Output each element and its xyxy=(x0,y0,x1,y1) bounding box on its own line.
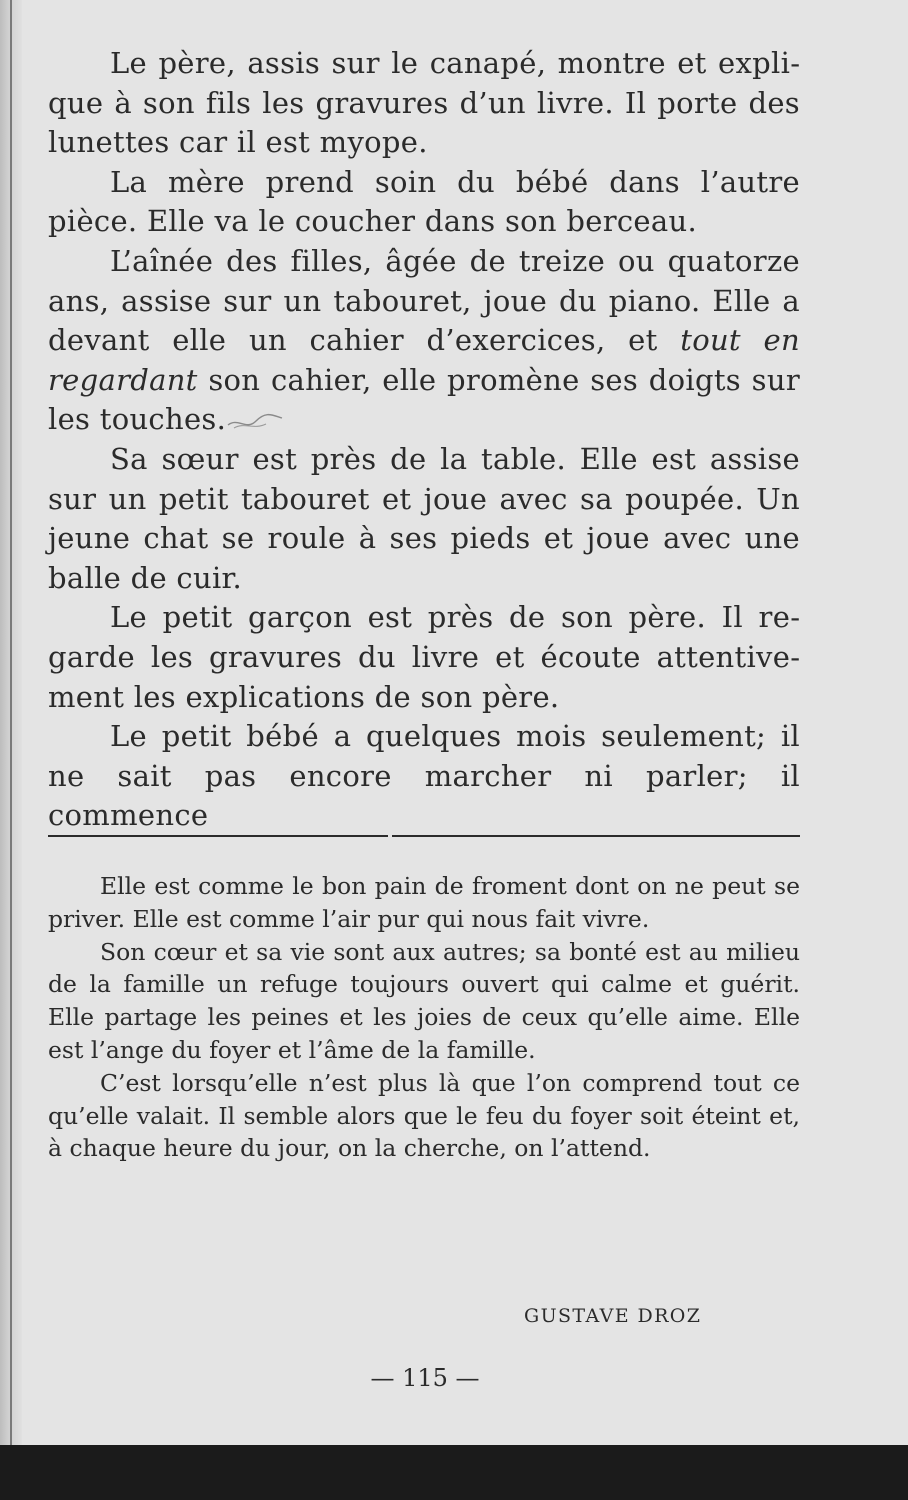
main-paragraph-3-end: son cahier, elle promène ses doigts sur les touches. xyxy=(48,362,800,437)
main-paragraph-1: Le père, assis sur le canapé, montre et explique à son fils les gravures d’un livre. Il porte des lunettes car il est myope. xyxy=(48,46,800,160)
main-paragraph-6: Le petit bébé a quelques mois seulement; il ne sait pas encore marcher ni parler; il commence xyxy=(48,719,800,833)
quote-text xyxy=(48,870,800,1165)
main-text xyxy=(48,44,800,836)
scan-bottom-edge xyxy=(0,1445,908,1500)
italic-phrase: tout en regardant xyxy=(48,323,800,397)
page-binding-line xyxy=(10,0,12,1445)
main-paragraph-2: La mère prend soin du bébé dans l’autre pièce. Elle va le coucher dans son berceau. xyxy=(48,164,800,239)
quote-paragraph-1: Elle est comme le bon pain de froment dont on ne peut se priver. Elle est comme l’air pur qui nous fait vivre. xyxy=(48,872,800,933)
main-paragraph-5: Le petit garçon est près de son père. Il regarde les gravures du livre et écoute attentivement les explications de son père. xyxy=(48,600,800,714)
page-number: — 115 — xyxy=(370,1364,480,1392)
quote-paragraph-2: Son cœur et sa vie sont aux autres; sa bonté est au milieu de la famille un refuge toujours ouvert qui calme et guérit. Elle partage les peines et les joies de ceux qu’elle aime. Elle est l’ange du foyer et l’âme de la famille. xyxy=(48,937,800,1064)
main-paragraph-4: Sa sœur est près de la table. Elle est assise sur un petit tabouret et joue avec sa poupée. Un jeune chat se roule à ses pieds et joue avec une balle de cuir. xyxy=(48,441,800,595)
main-paragraph-3 xyxy=(48,242,800,440)
main-paragraph-3-start: L’aînée des filles, âgée de treize ou quatorze ans, assise sur un tabouret, joue du piano. Elle a devant elle un cahier d’exercices, et xyxy=(48,243,800,358)
quote-paragraph-3: C’est lorsqu’elle n’est plus là que l’on comprend tout ce qu’elle valait. Il semble alors que le feu du foyer soit éteint et, à chaque heure du jour, on la cherche, on l’attend. xyxy=(48,1068,800,1163)
pencil-scribble-mark xyxy=(226,409,284,433)
section-divider xyxy=(48,835,800,837)
author-signature: GUSTAVE DROZ xyxy=(524,1305,702,1327)
